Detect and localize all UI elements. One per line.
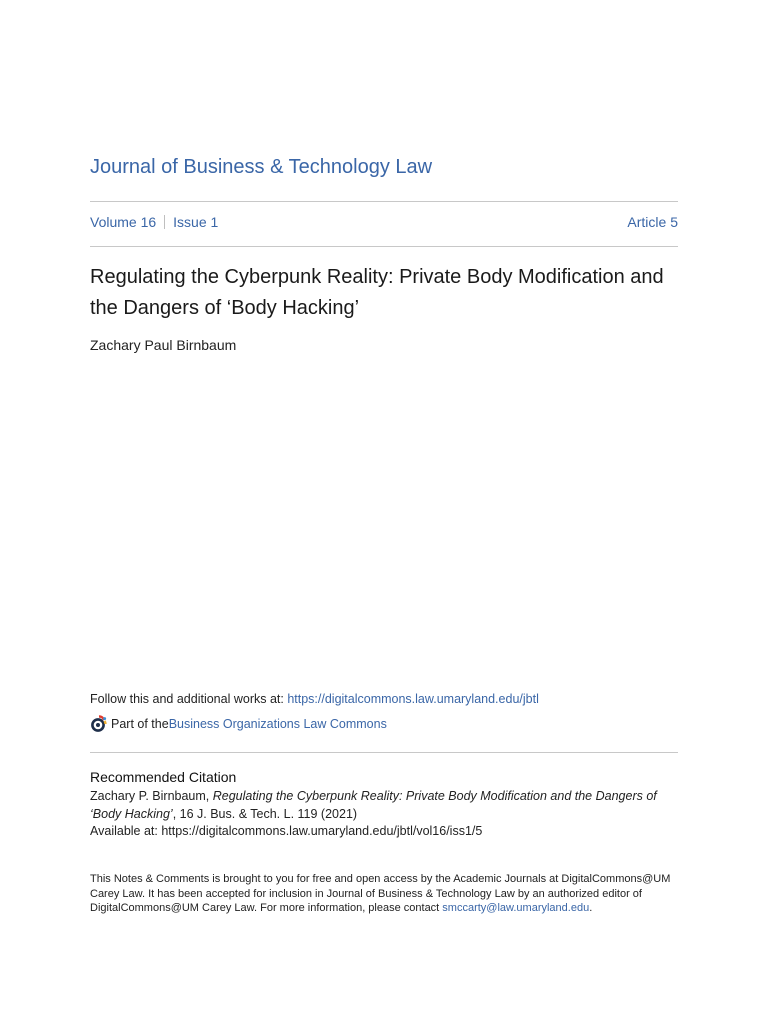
contact-email-link[interactable]: smccarty@law.umaryland.edu <box>442 902 590 914</box>
footer-note <box>90 872 678 916</box>
follow-line <box>90 692 539 706</box>
citation-author: Zachary P. Birnbaum, <box>90 789 213 803</box>
commons-link[interactable]: Business Organizations Law Commons <box>168 717 387 731</box>
citation-source: , 16 J. Bus. & Tech. L. 119 (2021) <box>172 806 358 821</box>
part-of-prefix: Part of the <box>111 717 169 731</box>
article-title: Regulating the Cyberpunk Reality: Private Body Modification and the Dangers of ‘Body Hacking’ <box>90 266 664 319</box>
citation-block <box>90 788 678 841</box>
volume-link[interactable]: Volume 16 <box>90 214 157 230</box>
citation-divider <box>90 752 678 753</box>
article-link[interactable]: Article 5 <box>627 214 678 230</box>
author-name: Zachary Paul Birnbaum <box>90 337 237 353</box>
follow-link[interactable]: https://digitalcommons.law.umaryland.edu/jbtl <box>287 692 539 706</box>
meta-separator <box>164 215 165 229</box>
citation-available[interactable]: Available at: https://digitalcommons.law.umaryland.edu/jbtl/vol16/iss1/5 <box>90 824 483 838</box>
recommended-citation-heading: Recommended Citation <box>90 769 237 785</box>
volume-issue-group <box>90 214 218 230</box>
follow-prefix: Follow this and additional works at: <box>90 692 288 706</box>
meta-divider <box>90 246 678 247</box>
issue-link[interactable]: Issue 1 <box>173 214 219 230</box>
part-of-line <box>90 715 387 733</box>
journal-title[interactable]: Journal of Business & Technology Law <box>90 156 433 178</box>
issue-meta-bar <box>90 214 678 232</box>
network-icon <box>90 715 108 733</box>
footer-end: . <box>589 902 593 914</box>
citation-title: Regulating the Cyberpunk Reality: Private Body Modification and the Dangers of ‘Body Hacking’ <box>90 789 657 821</box>
footer-text: This Notes & Comments is brought to you for free and open access by the Academic Journals at DigitalCommons@UM Carey Law. It has been accepted for inclusion in Journal of Business & Technology Law by an authorized editor of DigitalCommons@UM Carey Law. For more information, please contact <box>90 873 671 914</box>
top-divider <box>90 201 678 202</box>
